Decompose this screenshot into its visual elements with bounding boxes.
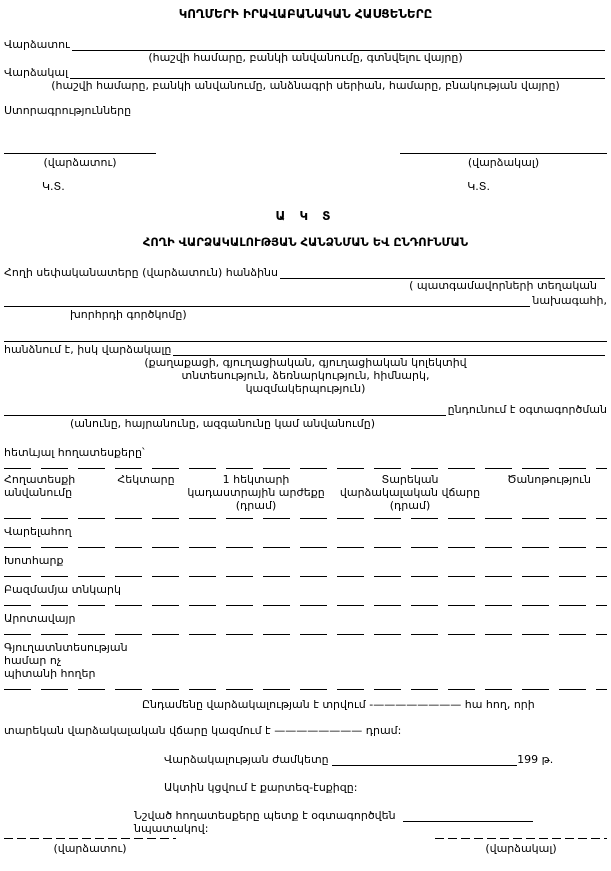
act-line-owner-blank — [280, 265, 605, 279]
lessor-label: Վարձատու — [4, 38, 70, 51]
summary-total-suffix: հա հող, որի — [464, 698, 535, 711]
lessee-signature-line — [400, 141, 607, 154]
summary-total-prefix: Ընդամենը վարձակալության է տրվում — [142, 698, 366, 711]
signatures-label: Ստորագրությունները — [4, 104, 132, 117]
act-line-lessee — [4, 342, 607, 356]
summary-annual-dashes: ———————— — [274, 724, 363, 737]
act-caption-committee: խորհրդի գործկոմը) — [70, 308, 187, 321]
signature-section — [4, 141, 607, 169]
lessee-signature-block — [400, 141, 607, 169]
table-row-unsuitable: Գյուղատնտեսության համար ոչ պիտանի հողեր — [4, 641, 128, 680]
act-line-lessee-text: հանձնում է, իսկ վարձակալը — [4, 343, 172, 356]
table-row-hayfield: Խոտհարք — [4, 554, 64, 567]
purpose-blank-line — [403, 808, 533, 822]
lessor-caption: (հաշվի համարը, բանկի անվանումը, գտնվելու վայրը) — [148, 51, 463, 64]
lessee-label: Վարձակալ — [4, 66, 69, 79]
act-line-accepts — [4, 402, 607, 416]
act-land-types-intro: հետևյալ հողատեսքերը՝ — [4, 446, 145, 459]
act-line-lessee-blank — [173, 342, 605, 356]
act-line-chairman-text: նախագահի, — [532, 294, 607, 307]
act-line-owner — [4, 265, 607, 279]
footer-lessor-signature-line — [4, 838, 176, 840]
table-border-bottom — [4, 689, 607, 691]
col-header-land-type: Հողատեսքի անվանումը — [4, 473, 76, 499]
lessee-seal-label: Կ.Տ. — [467, 180, 490, 193]
lessee-caption: (հաշվի համարը, բանկի անվանումը, անձնագրի սերիան, համարը, բնակության վայրը) — [51, 79, 560, 92]
lessor-signature-caption: (վարձատու) — [43, 156, 117, 169]
map-note: Ակտին կցվում է քարտեզ-էսքիզը: — [164, 781, 358, 794]
act-blank-line — [4, 327, 607, 342]
act-caption-entity-2: տնտեսություն, ձեռնարկություն, հիմնարկ, — [181, 369, 430, 382]
table-row-pasture: Արոտավայր — [4, 612, 76, 625]
table-row-perennial: Բազմամյա տնկարկ — [4, 583, 121, 596]
act-caption-name: (անունը, հայրանունը, ազգանունը կամ անվանումը) — [70, 417, 375, 430]
footer-lessee-caption: (վարձակալ) — [485, 842, 557, 855]
footer-lessee-signature-line — [435, 838, 607, 840]
lessee-field-row — [4, 65, 607, 79]
col-header-annual-rent: Տարեկան վարձակալական վճարը (դրամ) — [339, 473, 481, 512]
term-label: Վարձակալության ժամկետը — [164, 753, 329, 766]
summary-annual-suffix: դրամ: — [365, 724, 402, 737]
term-year: 199 թ. — [517, 753, 554, 766]
act-caption-deputies: ( պատգամավորների տեղական — [409, 279, 597, 292]
purpose-prefix: Նշված հողատեսքերը պետք է օգտագործվեն — [134, 809, 396, 822]
table-row-arable: Վարելահող — [4, 525, 72, 538]
seal-row — [4, 180, 607, 193]
act-line-accepts-text: ընդունում է օգտագործման — [447, 403, 607, 416]
summary-total-dashes: -———————— — [369, 698, 462, 711]
act-caption-entity-1: (քաղաքացի, գյուղացիական, գյուղացիական կոլեկտիվ — [144, 356, 467, 369]
page-title: ԿՈՂՄԵՐԻ ԻՐԱՎԱԲԱՆԱԿԱՆ ՀԱՍՑԵՆԵՐԸ — [178, 7, 433, 21]
act-line-accepts-blank — [4, 402, 446, 416]
footer-signature-section — [4, 838, 607, 855]
lessor-signature-line — [4, 141, 156, 154]
lessor-blank-line — [72, 37, 605, 51]
summary-total-line — [4, 698, 607, 711]
purpose-suffix: նպատակով: — [134, 822, 209, 835]
land-table — [4, 468, 607, 691]
act-caption-entity-3: կազմակերպություն) — [245, 382, 366, 395]
lessor-field-row — [4, 37, 607, 51]
col-header-hectare: Հեկտարը — [117, 473, 175, 486]
footer-lessor-caption: (վարձատու) — [53, 842, 127, 855]
footer-lessee-block — [435, 838, 607, 855]
act-subtitle: ՀՈՂԻ ՎԱՐՁԱԿԱԼՈՒԹՅԱՆ ՀԱՆՁՆՄԱՆ ԵՎ ԸՆԴՈՒՆՄԱՆ — [142, 235, 469, 249]
summary-annual-line — [4, 724, 607, 737]
lessee-blank-line — [70, 65, 605, 79]
lessor-seal-label: Կ.Տ. — [42, 180, 65, 193]
table-header-row — [4, 470, 607, 518]
lessee-signature-caption: (վարձակալ) — [467, 156, 540, 169]
lessor-signature-block — [4, 141, 156, 169]
act-title: Ա Կ Տ — [275, 209, 336, 223]
act-line-chairman-blank — [4, 293, 530, 307]
act-line-chairman — [4, 293, 607, 307]
col-header-note: Ծանոթություն — [507, 473, 591, 486]
col-header-cadastral-value: 1 հեկտարի կադաստրային արժեքը (դրամ) — [187, 473, 325, 512]
summary-annual-prefix: տարեկան վարձակալական վճարը կազմում է — [4, 724, 271, 737]
term-blank-line — [332, 752, 517, 766]
act-line-owner-text: Հողի սեփականատերը (վարձատուն) հանձինս — [4, 266, 278, 279]
footer-lessor-block — [4, 838, 176, 855]
purpose-line — [134, 808, 607, 835]
term-line — [164, 752, 607, 766]
